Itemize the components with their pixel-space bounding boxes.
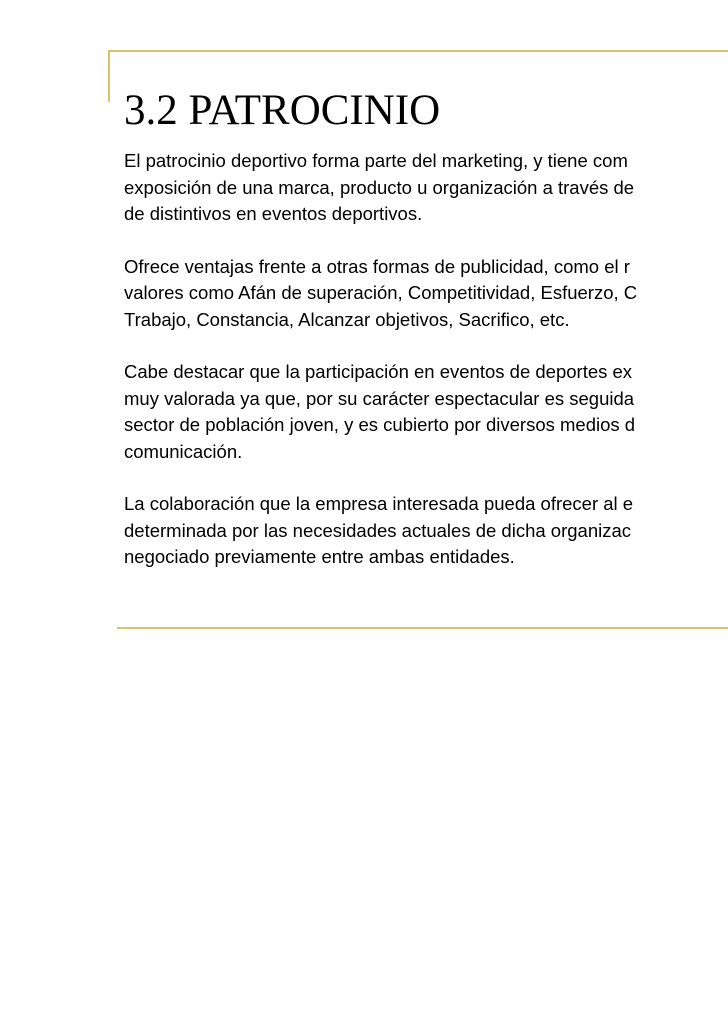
paragraph-line: valores como Afán de superación, Competitividad, Esfuerzo, C	[124, 282, 638, 303]
slide-title: 3.2 PATROCINIO	[124, 87, 441, 134]
slide-body	[124, 148, 728, 597]
paragraph-line: Trabajo, Constancia, Alcanzar objetivos, Sacrifico, etc.	[124, 308, 570, 330]
paragraph-line: de distintivos en eventos deportivos.	[124, 203, 423, 224]
paragraph-2	[124, 254, 728, 334]
paragraph-line: determinada por las necesidades actuales de dicha organizac	[124, 519, 632, 541]
paragraph-line: sector de población joven, y es cubierto por diversos medios d	[124, 414, 636, 435]
left-accent-line	[108, 50, 110, 102]
paragraph-line: comunicación.	[124, 440, 243, 462]
paragraph-line: exposición de una marca, producto u organización a través de	[124, 176, 635, 198]
paragraph-1	[124, 148, 728, 228]
paragraph-line: El patrocinio deportivo forma parte del marketing, y tiene com	[124, 150, 628, 171]
paragraph-4	[124, 491, 728, 571]
paragraph-line: Ofrece ventajas frente a otras formas de publicidad, como el r	[124, 255, 630, 277]
bottom-accent-line	[117, 627, 728, 629]
paragraph-line: negociado previamente entre ambas entidades.	[124, 546, 515, 567]
paragraph-line: La colaboración que la empresa interesada pueda ofrecer al e	[124, 493, 634, 514]
paragraph-line: muy valorada ya que, por su carácter espectacular es seguida	[124, 387, 635, 409]
paragraph-line: Cabe destacar que la participación en eventos de deportes ex	[124, 361, 633, 382]
top-accent-line	[108, 50, 728, 52]
paragraph-3	[124, 359, 728, 465]
